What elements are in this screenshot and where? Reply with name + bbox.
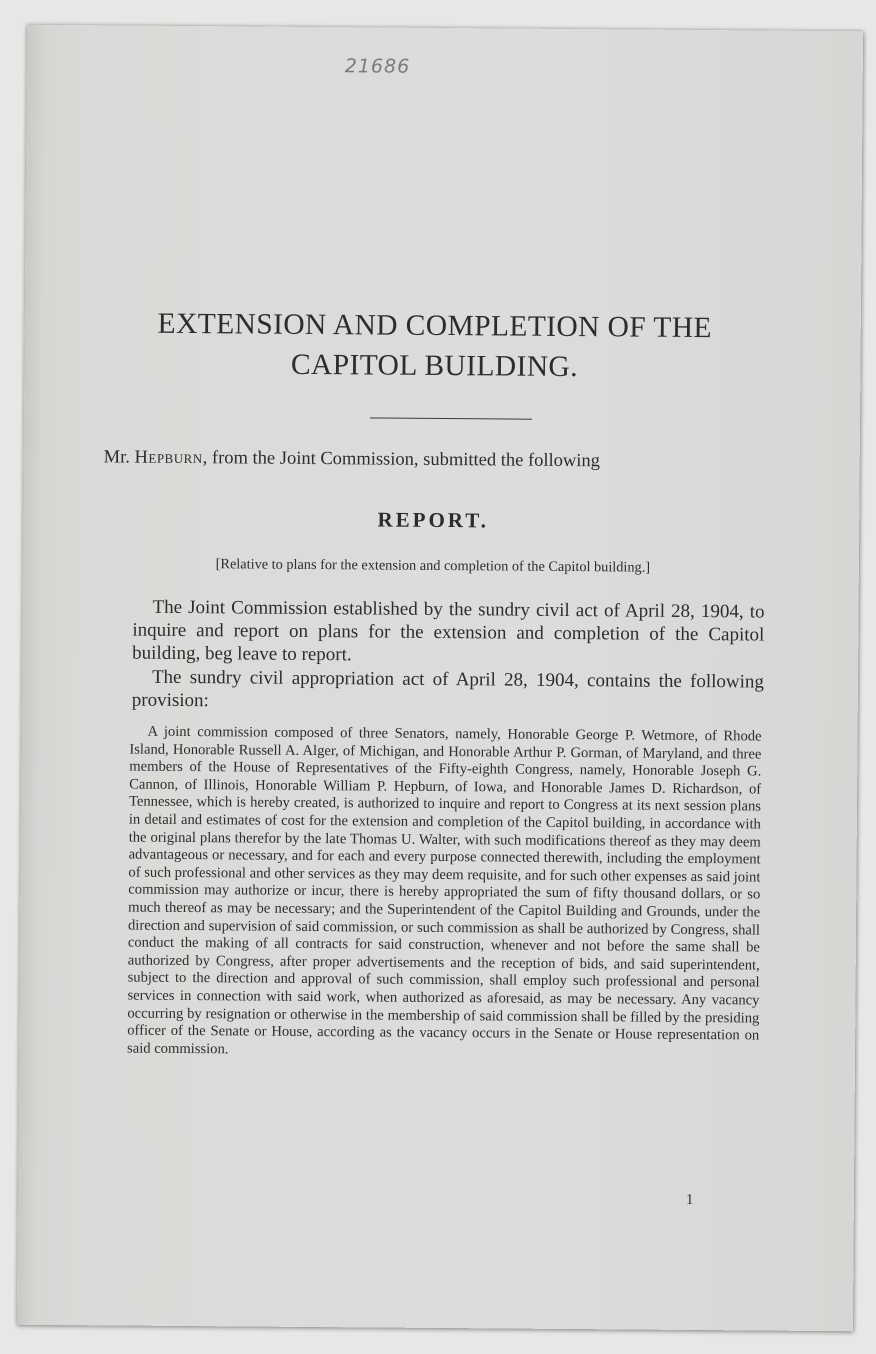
submitted-rest: , from the Joint Commission, submitted the following bbox=[202, 448, 601, 472]
quoted-provision: A joint commission composed of three Senators, namely, Honorable George P. Wetmore, of Rhode Island, Honorable Russell A. Alger, of Michigan, and Honorable Arthur P. Gorman, of Maryland, and three members of the House of Representatives of the Fifty-eighth Congress, namely, Honorable Joseph G. Cannon, of Illinois, Honorable William P. Hepburn, of Iowa, and Honorable James D. Richardson, of Tennessee, which is hereby created, is authorized to inquire and report to Congress at its next session plans in detail and estimates of cost for the extension and completion of the Capitol building, in accordance with the original plans therefor by the late Thomas U. Walter, with such modifications thereof as they may deem advantageous or necessary, and for each and every purpose connected therewith, including the employment of such professional and other services as they may deem requisite, and for such other expenses as said joint commission may authorize or incur, there is hereby appropriated the sum of fifty thousand dollars, or so much thereof as may be necessary; and the Superintendent of the Capitol Building and Grounds, under the direction and supervision of said commission, or such commission as shall be authorized by Congress, shall conduct the making of all contracts for said construction, whenever and not before the same shall be authorized by Congress, after proper advertisements and the reception of bids, and said superintendent, subject to the direction and approval of such commission, shall employ such professional and personal services in connection with said work, when authorized as aforesaid, as may be necessary. Any vacancy occurring by resignation or otherwise in the membership of said commission shall be filled by the presiding officer of the Senate or House, according as the vacancy occurs in the Senate or House representation on said commission. bbox=[127, 723, 762, 1058]
relative-note: [Relative to plans for the extension and completion of the Capitol building.] bbox=[215, 556, 651, 576]
title-line-2: CAPITOL BUILDING. bbox=[290, 348, 579, 384]
report-heading: REPORT. bbox=[377, 507, 490, 533]
submitted-line bbox=[104, 447, 804, 473]
page-number: 1 bbox=[685, 1191, 694, 1209]
submitted-prefix: Mr. bbox=[103, 447, 135, 468]
document-page bbox=[17, 25, 863, 1332]
paragraph-1: The Joint Commission established by the sundry civil act of April 28, 1904, to inquire and report on plans for the extension and completion of the Capitol building, beg leave to report. bbox=[132, 596, 765, 666]
title-line-1: EXTENSION AND COMPLETION OF THE bbox=[157, 307, 713, 345]
submitted-name: Hepburn bbox=[134, 447, 203, 469]
paragraph-2: The sundry civil appropriation act of April 28, 1904, contains the following provision: bbox=[131, 666, 765, 712]
handwritten-catalog-number: 21686 bbox=[344, 55, 411, 78]
title-divider bbox=[370, 417, 532, 419]
